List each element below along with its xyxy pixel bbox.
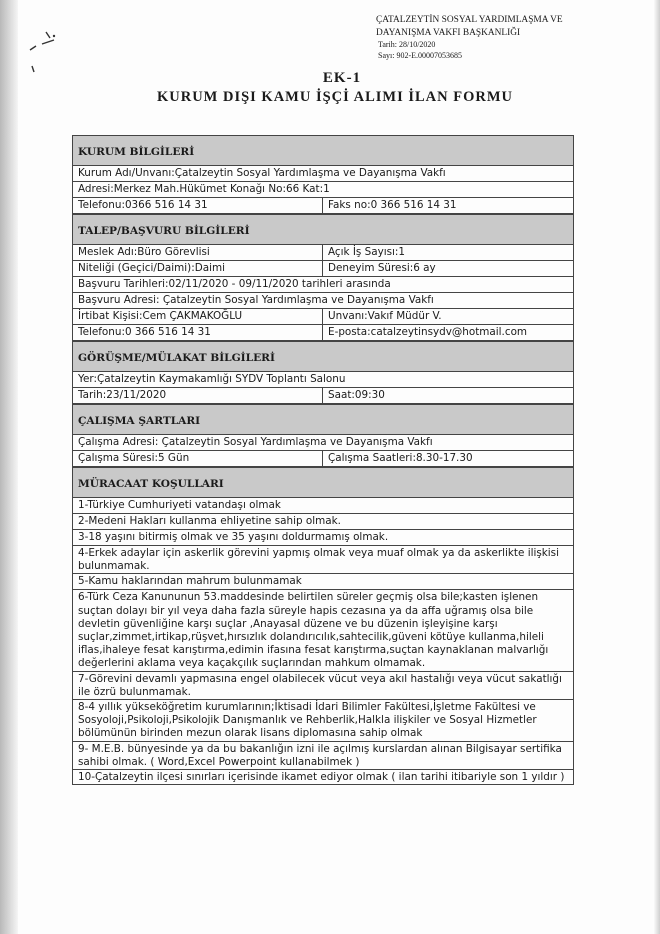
scan-shadow-right bbox=[654, 0, 660, 934]
application-dates-row bbox=[72, 277, 574, 293]
announcement-form bbox=[72, 135, 574, 785]
requirement-item: 5-Kamu haklarından mahrum bulunmamak bbox=[72, 574, 574, 590]
institution-fax: Faks no:0 366 516 14 31 bbox=[328, 199, 457, 211]
requirement-item: 6-Türk Ceza Kanununun 53.maddesinde belirtilen süreler geçmiş olsa bile;kasten işlenen suçtan dolayı bir yıl veya daha fazla süreyle hapis cezasına ya da affa uğramış olsa bile devletin güvenliğine karşı suçlar ,Anayasal düzene ve bu düzenin işleyişine karşı suçlar,zimmet,irtikap,rüşvet,hırsızlık dolandırıcılık,sahtecilik,güveni kötüye kullanma,hileli iflas,ihaleye fesat karıştırma,edimin ifasına fesat karıştırma,suçtan kaynaklanan malvarlığı değerlerini aklama veya kaçakçılık suçlarından mahkum olmamak. bbox=[72, 590, 574, 671]
job-row bbox=[72, 245, 574, 261]
requirement-item: 10-Çatalzeytin ilçesi sınırları içerisinde ikamet ediyor olmak ( ilan tarihi itibariyle son 1 yıldır ) bbox=[72, 770, 574, 785]
issuer-line-1: ÇATALZEYTİN SOSYAL YARDIMLAŞMA VE bbox=[376, 15, 563, 25]
job-type-row bbox=[72, 261, 574, 277]
requirement-item: 2-Medeni Hakları kullanma ehliyetine sahip olmak. bbox=[72, 514, 574, 530]
job-type: Niteliği (Geçici/Daimi):Daimi bbox=[73, 261, 323, 276]
section-requirements: MÜRACAAT KOŞULLARI bbox=[72, 467, 574, 498]
contact-phone-row bbox=[72, 325, 574, 341]
interview-date: Tarih:23/11/2020 bbox=[73, 388, 323, 403]
work-address: Çalışma Adresi: Çatalzeytin Sosyal Yardımlaşma ve Dayanışma Vakfı bbox=[78, 436, 433, 448]
institution-contact-row bbox=[72, 198, 574, 214]
interview-datetime-row bbox=[72, 388, 574, 404]
contact-phone: Telefonu:0 366 516 14 31 bbox=[73, 325, 323, 340]
application-address: Başvuru Adresi: Çatalzeytin Sosyal Yardımlaşma ve Dayanışma Vakfı bbox=[78, 294, 434, 306]
work-hours: Çalışma Saatleri:8.30-17.30 bbox=[328, 452, 473, 464]
form-titles bbox=[0, 70, 660, 106]
issuer-line-2: DAYANIŞMA VAKFI BAŞKANLIĞI bbox=[376, 27, 521, 38]
contact-person: İrtibat Kişisi:Cem ÇAKMAKOĞLU bbox=[73, 309, 323, 324]
interview-place: Yer:Çatalzeytin Kaymakamlığı SYDV Toplantı Salonu bbox=[78, 373, 346, 385]
scan-shadow-left bbox=[0, 0, 18, 934]
document-number: Sayı: 902-E.00007053685 bbox=[378, 51, 462, 61]
interview-place-row bbox=[72, 372, 574, 388]
work-schedule-row bbox=[72, 451, 574, 467]
experience: Deneyim Süresi:6 ay bbox=[328, 262, 436, 274]
requirement-item: 7-Görevini devamlı yapmasına engel olabilecek vücut veya akıl hastalığı veya vücut sakatlığı ile özrü bulunmamak. bbox=[72, 672, 574, 700]
section-work-conditions: ÇALIŞMA ŞARTLARI bbox=[72, 404, 574, 435]
section-institution: KURUM BİLGİLERİ bbox=[72, 135, 574, 166]
application-dates: Başvuru Tarihleri:02/11/2020 - 09/11/2020 tarihleri arasında bbox=[78, 278, 391, 290]
requirement-item: 3-18 yaşını bitirmiş olmak ve 35 yaşını doldurmamış olmak. bbox=[72, 530, 574, 546]
section-application: TALEP/BAŞVURU BİLGİLERİ bbox=[72, 214, 574, 245]
work-days: Çalışma Süresi:5 Gün bbox=[73, 451, 323, 466]
issue-date: Tarih: 28/10/2020 bbox=[378, 40, 436, 50]
application-address-row bbox=[72, 293, 574, 309]
issuer-header bbox=[376, 14, 646, 61]
interview-time: Saat:09:30 bbox=[328, 389, 385, 401]
requirement-item: 8-4 yıllık yükseköğretim kurumlarının;İktisadi İdari Bilimler Fakültesi,İşletme Fakültesi ve Sosyoloji,Psikoloji,Psikolojik Danışmanlık ve Rehberlik,Halkla ilişkiler ve Sosyal Hizmetler bölümünün birinden mezun olarak lisans diplomasına sahip olmak bbox=[72, 700, 574, 742]
institution-address: Adresi:Merkez Mah.Hükümet Konağı No:66 Kat:1 bbox=[78, 183, 330, 195]
contact-email: E-posta:catalzeytinsydv@hotmail.com bbox=[328, 326, 528, 338]
institution-phone: Telefonu:0366 516 14 31 bbox=[73, 198, 323, 213]
open-positions: Açık İş Sayısı:1 bbox=[328, 246, 406, 258]
requirement-item: 9- M.E.B. bünyesinde ya da bu bakanlığın izni ile açılmış kurslardan alınan Bilgisayar sertifika sahibi olmak. ( Word,Excel Powerpoint kullanabilmek ) bbox=[72, 742, 574, 770]
institution-name-row bbox=[72, 166, 574, 182]
institution-name: Kurum Adı/Unvanı:Çatalzeytin Sosyal Yardımlaşma ve Dayanışma Vakfı bbox=[78, 167, 446, 179]
job-title: Meslek Adı:Büro Görevlisi bbox=[73, 245, 323, 260]
annex-title: EK-1 bbox=[322, 70, 362, 86]
form-title: KURUM DIŞI KAMU İŞÇİ ALIMI İLAN FORMU bbox=[156, 89, 513, 105]
requirement-item: 4-Erkek adaylar için askerlik görevini yapmış olmak veya muaf olmak ya da askerlikte ilişkisi bulunmamak. bbox=[72, 546, 574, 574]
work-address-row bbox=[72, 435, 574, 451]
requirement-item: 1-Türkiye Cumhuriyeti vatandaşı olmak bbox=[72, 498, 574, 514]
contact-title: Unvanı:Vakıf Müdür V. bbox=[328, 310, 442, 322]
contact-person-row bbox=[72, 309, 574, 325]
institution-address-row bbox=[72, 182, 574, 198]
section-interview: GÖRÜŞME/MÜLAKAT BİLGİLERİ bbox=[72, 341, 574, 372]
